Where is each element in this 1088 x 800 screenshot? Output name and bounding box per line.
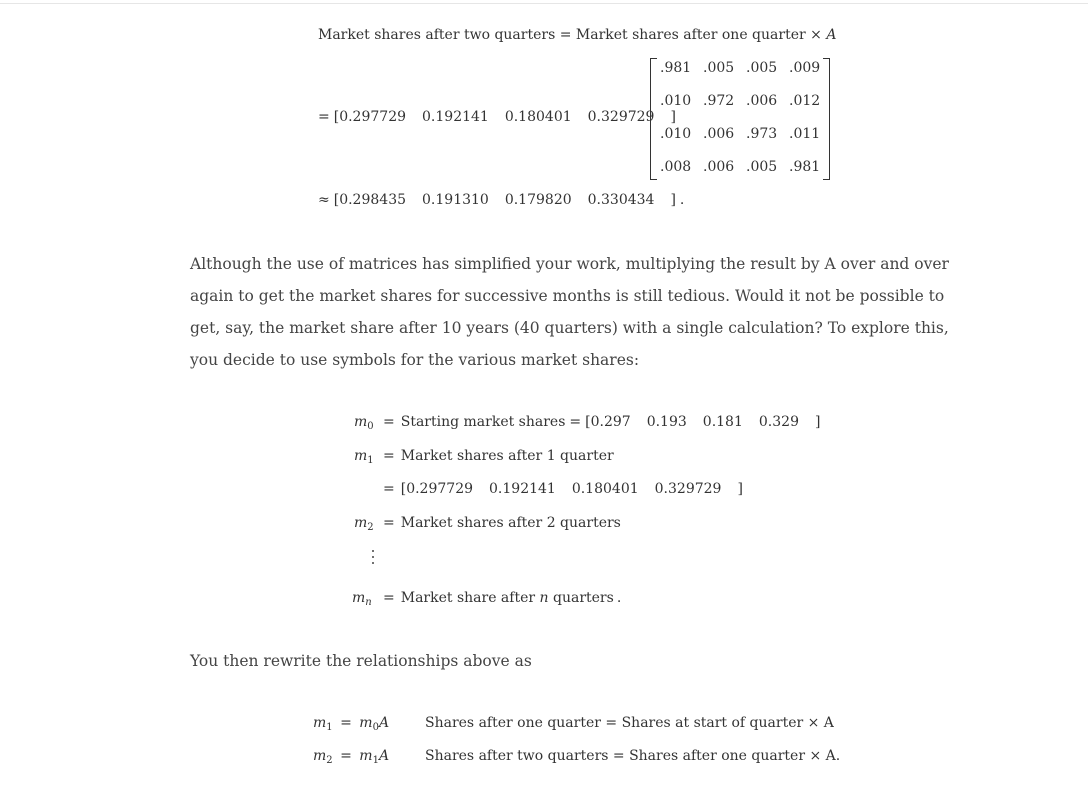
- matrix-cell: .981: [660, 60, 692, 76]
- equals: =: [383, 515, 395, 531]
- eq-times: ×: [810, 27, 822, 43]
- symbol-m2-def: [383, 515, 621, 531]
- eq-equals: =: [559, 27, 572, 43]
- var-m: m: [359, 715, 373, 731]
- vertical-ellipsis: [370, 550, 376, 568]
- close-bracket: ]: [814, 414, 821, 430]
- paragraph-rewrite: You then rewrite the relationships above as: [190, 652, 532, 670]
- matrix-left-bracket: [650, 58, 657, 180]
- equals: =: [383, 481, 395, 497]
- vec1-open-bracket: [: [333, 109, 340, 125]
- equals: =: [383, 590, 395, 606]
- vec1-cell: 0.329729: [587, 109, 655, 125]
- var-sub: 1: [372, 755, 379, 766]
- var-m: m: [354, 414, 368, 430]
- var-m: m: [359, 748, 373, 764]
- m1-cell: 0.180401: [571, 481, 639, 497]
- symbol-m1: [354, 448, 374, 466]
- matrix-cell: .006: [746, 93, 778, 109]
- var-m: m: [352, 590, 366, 606]
- vec1-cell: 0.297729: [339, 109, 407, 125]
- m0-cell: 0.193: [646, 414, 687, 430]
- equals: =: [569, 414, 582, 430]
- symbol-m0: [354, 414, 374, 432]
- paragraph-explanation: Although the use of matrices has simplified your work, multiplying the result by A over and over again to get the market shares for successive months is still tedious. Would it not be possible to get, say, the market share after 10 years (40 quarters) with a single calculation? To explore this, you decide to use symbols for the various market shares:: [190, 255, 949, 369]
- m0-cell: 0.329: [758, 414, 799, 430]
- vector-approx-result: [318, 192, 684, 208]
- matrix-symbol: A: [378, 748, 390, 764]
- vec2-cell: 0.179820: [504, 192, 572, 208]
- var-sub: 0: [367, 421, 374, 432]
- relation-1-desc: Shares after one quarter = Shares at start of quarter × A: [425, 715, 834, 731]
- eq-rhs: Market shares after one quarter: [575, 27, 806, 43]
- matrix-row: [660, 60, 832, 76]
- matrix-cell: .008: [660, 159, 692, 175]
- matrix-cell: .012: [789, 93, 821, 109]
- m0-cell: 0.181: [702, 414, 743, 430]
- vec1-cell: 0.180401: [504, 109, 572, 125]
- vec2-suffix: .: [679, 192, 685, 208]
- var-m: m: [354, 515, 368, 531]
- symbol-m2: [354, 515, 374, 533]
- m1-cell: 0.192141: [489, 481, 556, 497]
- matrix-cell: .011: [789, 126, 821, 142]
- equals: =: [383, 448, 395, 464]
- vec2-open-bracket: [: [333, 192, 340, 208]
- symbol-m1-values: [383, 481, 743, 497]
- matrix-cell: .972: [703, 93, 735, 109]
- var-sub: 2: [326, 755, 333, 766]
- var-m: m: [313, 715, 327, 731]
- mn-desc-post: quarters: [553, 590, 614, 606]
- var-sub: 2: [367, 522, 374, 533]
- relation-2-desc: Shares after two quarters = Shares after one quarter × A.: [425, 748, 841, 764]
- top-divider: [0, 3, 1088, 4]
- vec1-close-bracket: ]: [670, 109, 676, 125]
- m1-cell: 0.297729: [406, 481, 474, 497]
- matrix-row: [660, 126, 832, 142]
- var-sub: n: [365, 597, 372, 608]
- mn-suffix: .: [616, 590, 622, 606]
- matrix-cell: .006: [703, 126, 735, 142]
- m1-cell: 0.329729: [654, 481, 722, 497]
- var-sub: 0: [372, 722, 379, 733]
- matrix-cell: .010: [660, 126, 692, 142]
- matrix-cell: .005: [746, 159, 778, 175]
- vec2-cell: 0.298435: [339, 192, 407, 208]
- vector-after-one-quarter: [318, 109, 676, 125]
- mn-desc-pre: Market share after: [400, 590, 536, 606]
- relation-1-formula: [313, 715, 389, 733]
- equation-top: [318, 27, 836, 43]
- close-bracket: ]: [737, 481, 743, 497]
- matrix-a: [650, 58, 830, 178]
- m0-cell: 0.297: [590, 414, 631, 430]
- vec2-close-bracket: ]: [670, 192, 676, 208]
- eq-lhs: Market shares after two quarters: [318, 27, 556, 43]
- vec2-prefix: ≈: [318, 192, 330, 208]
- matrix-row: [660, 93, 832, 109]
- m2-desc: Market shares after 2 quarters: [400, 515, 621, 531]
- eq-matrix-symbol: A: [826, 27, 837, 43]
- equals: =: [340, 748, 352, 764]
- equals: =: [340, 715, 352, 731]
- open-bracket: [: [585, 414, 591, 430]
- symbol-m0-def: [383, 414, 820, 430]
- matrix-cell: .981: [789, 159, 821, 175]
- vec1-cell: 0.192141: [422, 109, 489, 125]
- relation-2-formula: [313, 748, 389, 766]
- matrix-cell: .005: [746, 60, 778, 76]
- symbol-m1-def: [383, 448, 614, 464]
- var-m: m: [354, 448, 368, 464]
- vec2-cell: 0.191310: [422, 192, 489, 208]
- matrix-cell: .973: [746, 126, 778, 142]
- matrix-row: [660, 159, 832, 175]
- matrix-cell: .009: [789, 60, 821, 76]
- vec1-prefix: =: [318, 109, 330, 125]
- m1-desc: Market shares after 1 quarter: [400, 448, 614, 464]
- matrix-cell: .005: [703, 60, 735, 76]
- matrix-symbol: A: [378, 715, 390, 731]
- var-sub: 1: [367, 455, 374, 466]
- m0-desc: Starting market shares: [400, 414, 566, 430]
- vec2-cell: 0.330434: [587, 192, 655, 208]
- symbol-mn: [352, 590, 372, 608]
- mn-desc-n: n: [539, 590, 549, 606]
- symbol-mn-def: [383, 590, 621, 606]
- matrix-cell: .010: [660, 93, 692, 109]
- equals: =: [383, 414, 395, 430]
- var-m: m: [313, 748, 327, 764]
- matrix-cell: .006: [703, 159, 735, 175]
- open-bracket: [: [400, 481, 407, 497]
- var-sub: 1: [326, 722, 333, 733]
